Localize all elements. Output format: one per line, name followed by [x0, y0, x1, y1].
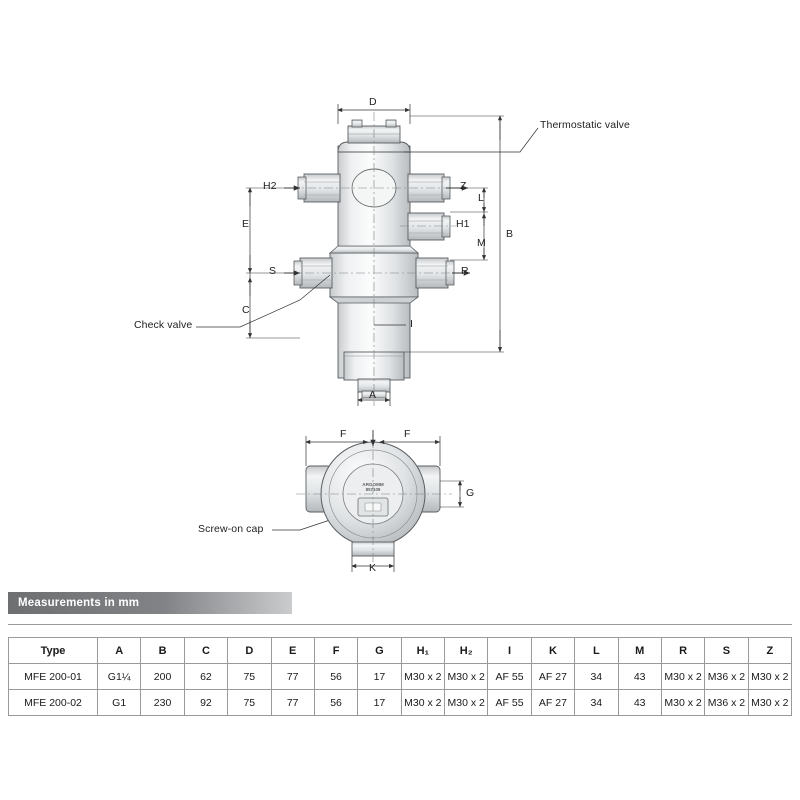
cell-l: 34	[575, 690, 618, 716]
cell-l: 34	[575, 664, 618, 690]
cell-h1: M30 x 2	[401, 664, 444, 690]
th-type: Type	[9, 638, 98, 664]
cell-k: AF 27	[531, 690, 574, 716]
cell-r: M30 x 2	[661, 664, 704, 690]
th-z: Z	[748, 638, 791, 664]
dim-label-f-right: F	[404, 428, 411, 440]
cell-type: MFE 200-01	[9, 664, 98, 690]
cell-c: 92	[184, 690, 227, 716]
th-s: S	[705, 638, 748, 664]
cell-d: 75	[228, 664, 271, 690]
cell-h2: M30 x 2	[445, 664, 488, 690]
cell-c: 62	[184, 664, 227, 690]
specification-table	[8, 637, 792, 716]
cell-s: M36 x 2	[705, 664, 748, 690]
cell-a: G1	[98, 690, 141, 716]
cell-a: G1¼	[98, 664, 141, 690]
svg-text:857109: 857109	[365, 487, 381, 492]
cell-type: MFE 200-02	[9, 690, 98, 716]
dim-label-z: Z	[460, 180, 467, 192]
dim-label-i: I	[410, 318, 414, 330]
dim-label-e: E	[242, 218, 250, 230]
cell-g: 17	[358, 690, 401, 716]
cell-s: M36 x 2	[705, 690, 748, 716]
body-brand-mark: ARGOMM	[362, 482, 384, 487]
th-f: F	[314, 638, 357, 664]
cell-m: 43	[618, 690, 661, 716]
cell-z: M30 x 2	[748, 664, 791, 690]
th-g: G	[358, 638, 401, 664]
th-h2: H₂	[445, 638, 488, 664]
th-a: A	[98, 638, 141, 664]
th-e: E	[271, 638, 314, 664]
table-top-rule	[8, 624, 792, 625]
th-b: B	[141, 638, 184, 664]
cell-z: M30 x 2	[748, 690, 791, 716]
dim-label-g: G	[466, 487, 475, 499]
th-r: R	[661, 638, 704, 664]
cell-r: M30 x 2	[661, 690, 704, 716]
elevation-view	[288, 112, 456, 406]
table-row	[9, 690, 792, 716]
cell-d: 75	[228, 690, 271, 716]
cell-i: AF 55	[488, 690, 531, 716]
cell-b: 230	[141, 690, 184, 716]
dim-label-r: R	[461, 265, 469, 277]
dim-label-h2: H2	[263, 180, 277, 192]
dim-label-h1: H1	[456, 218, 470, 230]
dim-label-m: M	[477, 237, 486, 249]
callout-thermostatic-valve: Thermostatic valve	[540, 119, 630, 131]
cell-m: 43	[618, 664, 661, 690]
cell-g: 17	[358, 664, 401, 690]
dim-label-l: L	[478, 192, 484, 204]
cell-b: 200	[141, 664, 184, 690]
th-k: K	[531, 638, 574, 664]
plan-view	[296, 434, 452, 562]
cell-e: 77	[271, 690, 314, 716]
cell-h2: M30 x 2	[445, 690, 488, 716]
th-c: C	[184, 638, 227, 664]
measurements-banner	[8, 592, 292, 614]
cell-k: AF 27	[531, 664, 574, 690]
dim-label-a: A	[369, 389, 377, 401]
dim-label-c: C	[242, 304, 250, 316]
th-m: M	[618, 638, 661, 664]
dim-label-d: D	[369, 96, 377, 108]
dim-label-s: S	[269, 265, 277, 277]
measurements-banner-label: Measurements in mm	[18, 597, 140, 609]
dim-label-k: K	[369, 562, 377, 574]
specification-table-wrap	[8, 637, 792, 716]
callout-check-valve: Check valve	[134, 319, 193, 331]
callout-screw-on-cap: Screw-on cap	[198, 523, 264, 535]
dim-label-b: B	[506, 228, 514, 240]
cell-e: 77	[271, 664, 314, 690]
cell-i: AF 55	[488, 664, 531, 690]
th-i: I	[488, 638, 531, 664]
th-d: D	[228, 638, 271, 664]
th-l: L	[575, 638, 618, 664]
cell-f: 56	[314, 664, 357, 690]
table-row	[9, 664, 792, 690]
cell-h1: M30 x 2	[401, 690, 444, 716]
cell-f: 56	[314, 690, 357, 716]
dim-label-f-left: F	[340, 428, 347, 440]
table-header-row	[9, 638, 792, 664]
th-h1: H₁	[401, 638, 444, 664]
